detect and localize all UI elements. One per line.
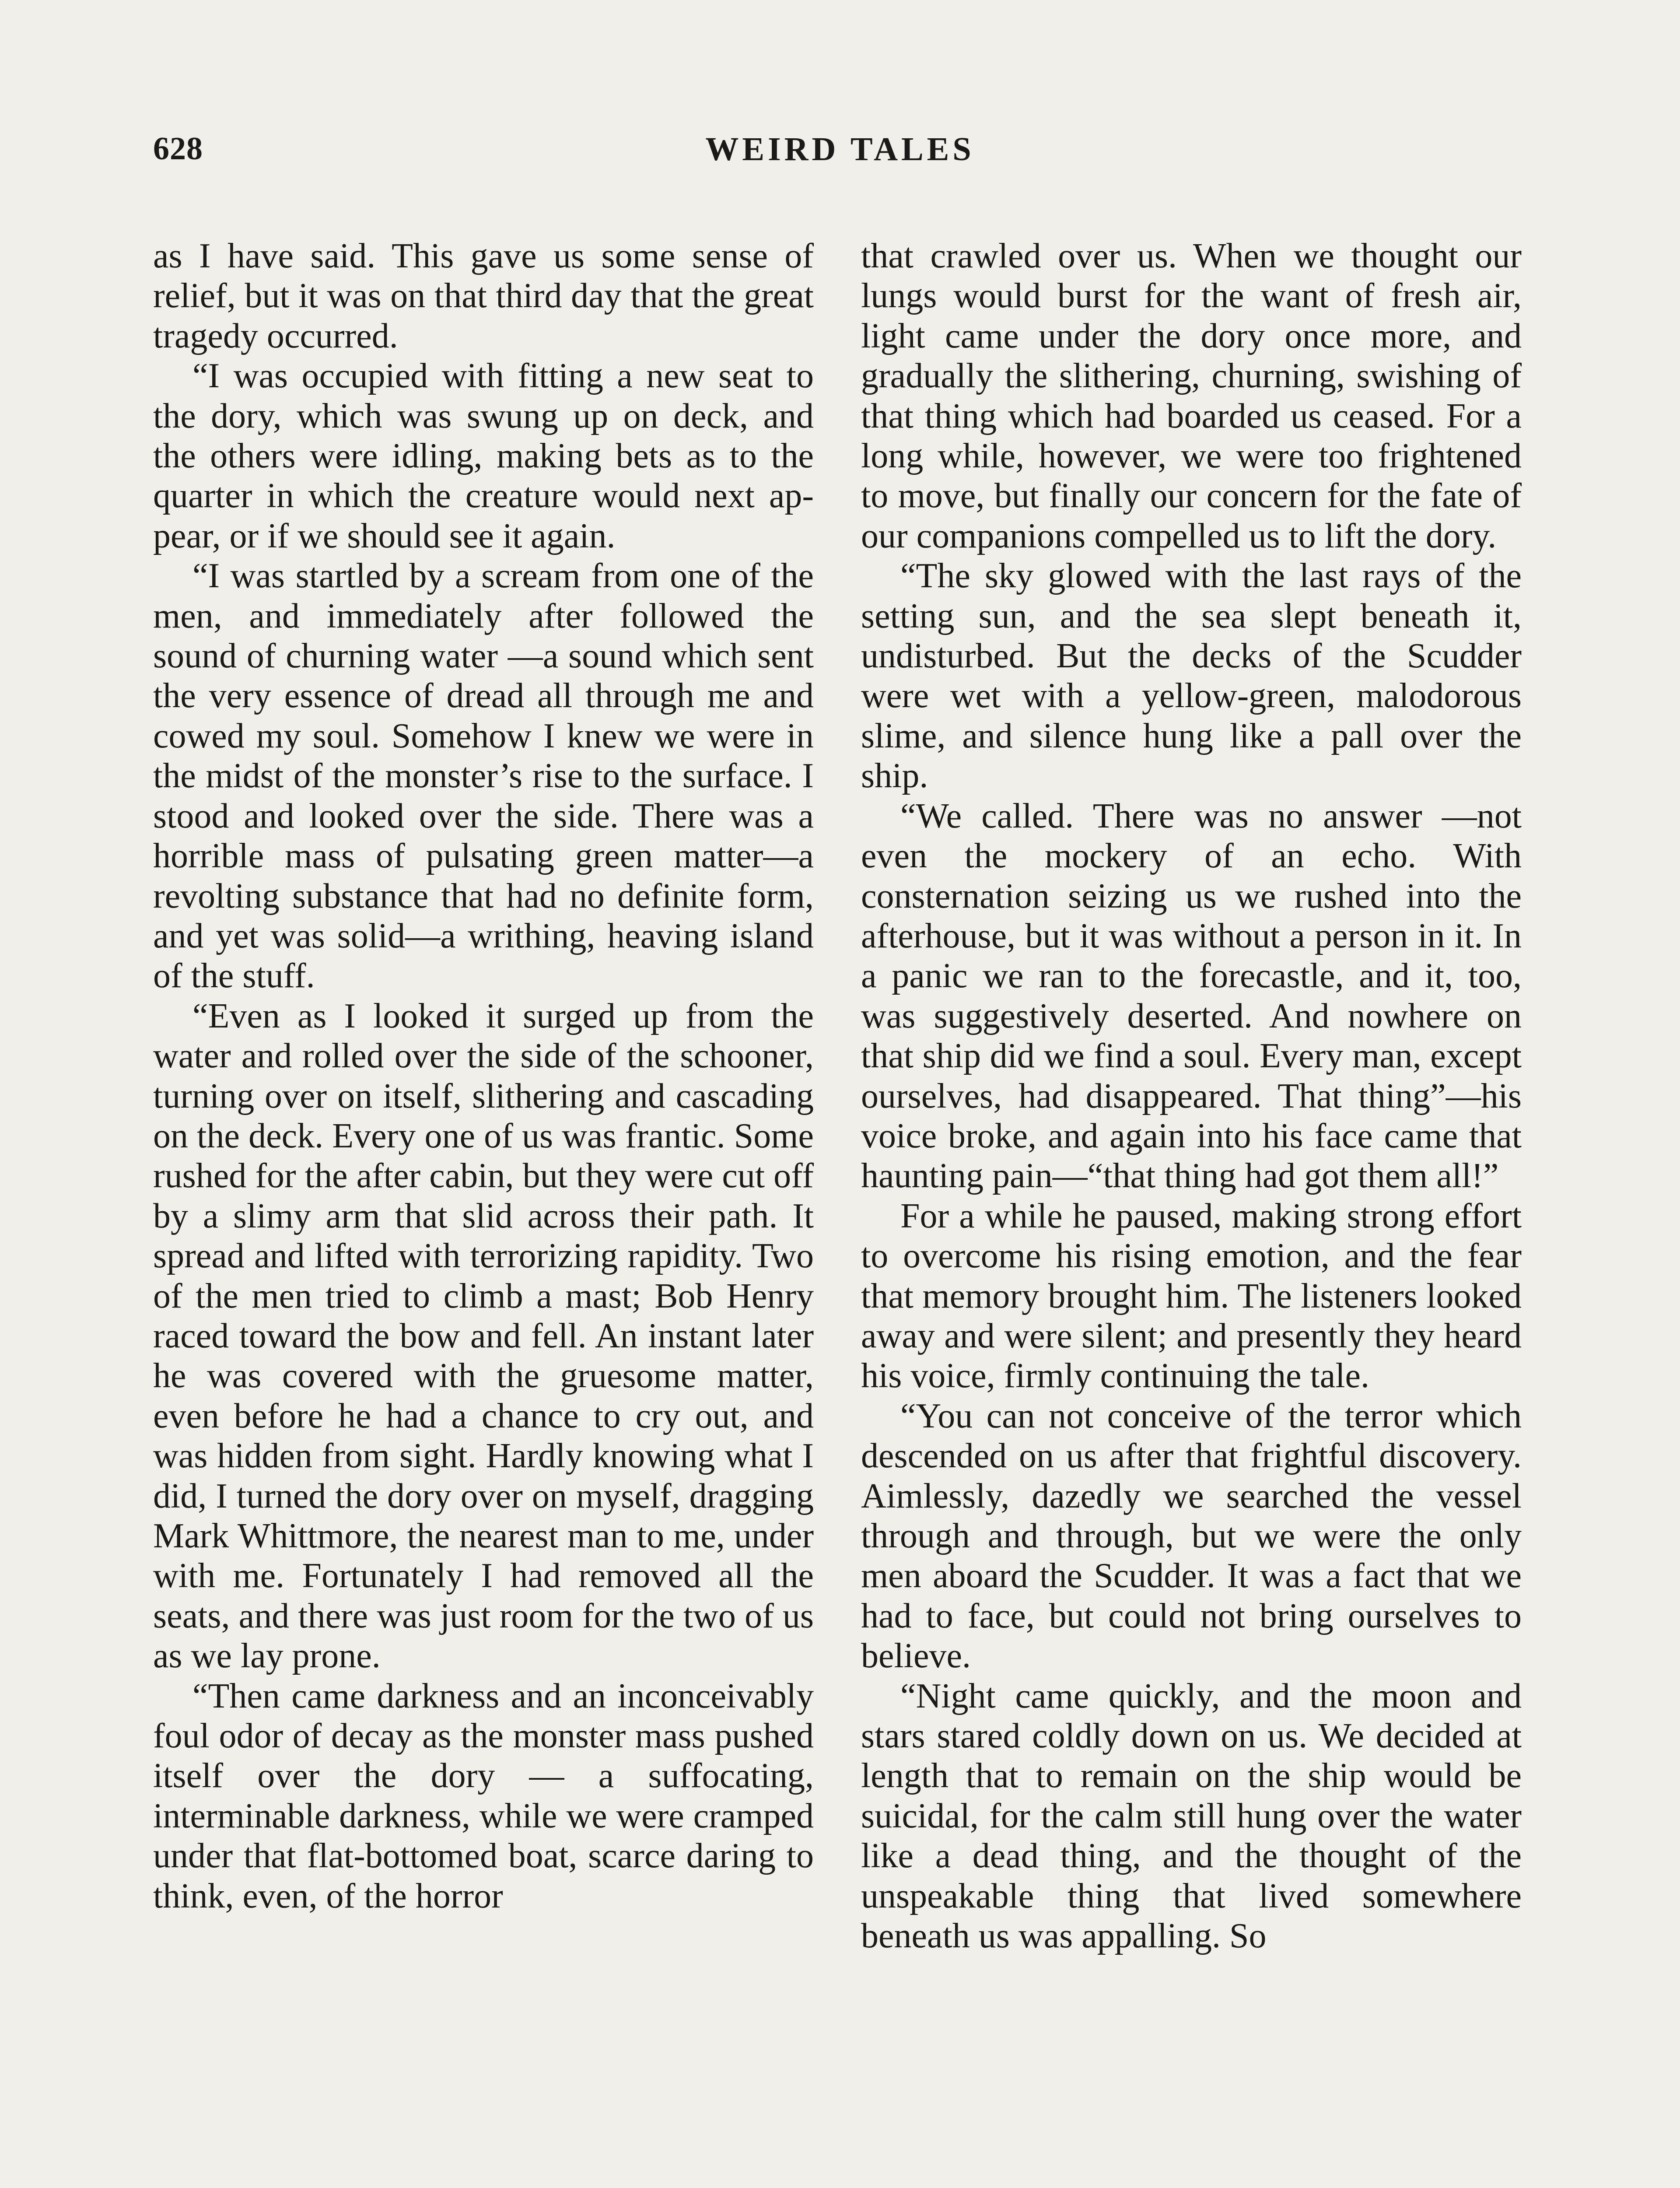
- right-paragraph-2: “The sky glowed with the last rays of the setting sun, and the sea slept beneath it, undisturbed. But the decks of the Scudder were wet with a yellow-green, malodorous slime, and silence hung like a pall over the ship.: [861, 557, 1522, 796]
- left-paragraph-4: “Even as I looked it surged up from the water and rolled over the side of the schooner, turning over on itself, slithering and cascading on the deck. Every one of us was frantic. Some rushed for the after cabin, but they were cut off by a slimy arm that slid across their path. It spread and lifted with terrorizing rapidity. Two of the men tried to climb a mast; Bob Henry raced toward the bow and fell. An instant later he was covered with the gruesome matter, even before he had a chance to cry out, and was hidden from sight. Hardly knowing what I did, I turned the dory over on myself, dragging Mark Whittmore, the nearest man to me, under with me. Fortunately I had removed all the seats, and there was just room for the two of us as we lay prone.: [153, 996, 814, 1676]
- magazine-title: WEIRD TALES: [705, 131, 975, 168]
- left-paragraph-5: “Then came darkness and an inconceivably foul odor of decay as the monster mass pushed itself over the dory — a suffocating, interminable darkness, while we were cramped under that flat-bottomed boat, scarce daring to think, even, of the horror: [153, 1676, 814, 1915]
- right-paragraph-5: “You can not conceive of the terror which descended on us after that frightful discovery. Aimlessly, dazedly we searched the vessel through and through, but we were the only men aboard the Scudder. It was a fact that we had to face, but could not bring ourselves to believe.: [861, 1396, 1522, 1676]
- right-paragraph-6: “Night came quickly, and the moon and stars stared coldly down on us. We decided at length that to remain on the ship would be suicidal, for the calm still hung over the water like a dead thing, and the thought of the unspeakable thing that lived somewhere beneath us was appalling. So: [861, 1676, 1522, 1956]
- page-number: 628: [153, 131, 203, 167]
- left-paragraph-1: as I have said. This gave us some sense of relief, but it was on that third day that the great tragedy occurred.: [153, 237, 814, 355]
- right-paragraph-4: For a while he paused, making strong effort to overcome his rising emotion, and the fear that memory brought him. The listeners looked away and were silent; and presently they heard his voice, firmly continuing the tale.: [861, 1196, 1522, 1396]
- running-head: [153, 130, 1527, 179]
- right-column: [861, 236, 1522, 1956]
- left-paragraph-3: “I was startled by a scream from one of the men, and immediately after followed the sound of churning water —a sound which sent the very essence of dread all through me and cowed my soul. Somehow I knew we were in the midst of the monster’s rise to the surface. I stood and looked over the side. There was a horrible mass of pulsating green matter—a revolting substance that had no definite form, and yet was solid—a writhing, heaving island of the stuff.: [153, 557, 814, 996]
- right-paragraph-3: “We called. There was no answer —not even the mockery of an echo. With consternation seizing us we rushed into the afterhouse, but it was without a person in it. In a panic we ran to the forecastle, and it, too, was suggestively deserted. And nowhere on that ship did we find a soul. Every man, except ourselves, had disappeared. That thing”—his voice broke, and again into his face came that haunting pain—“that thing had got them all!”: [861, 796, 1522, 1196]
- right-paragraph-1: that crawled over us. When we thought our lungs would burst for the want of fresh air, light came under the dory once more, and gradually the slithering, churning, swishing of that thing which had boarded us ceased. For a long while, however, we were too frightened to move, but finally our concern for the fate of our companions compelled us to lift the dory.: [861, 237, 1522, 555]
- left-paragraph-2: “I was occupied with fitting a new seat to the dory, which was swung up on deck, and the others were idling, making bets as to the quarter in which the creature would next appear, or if we should see it again.: [153, 357, 814, 555]
- left-column: [153, 236, 814, 1916]
